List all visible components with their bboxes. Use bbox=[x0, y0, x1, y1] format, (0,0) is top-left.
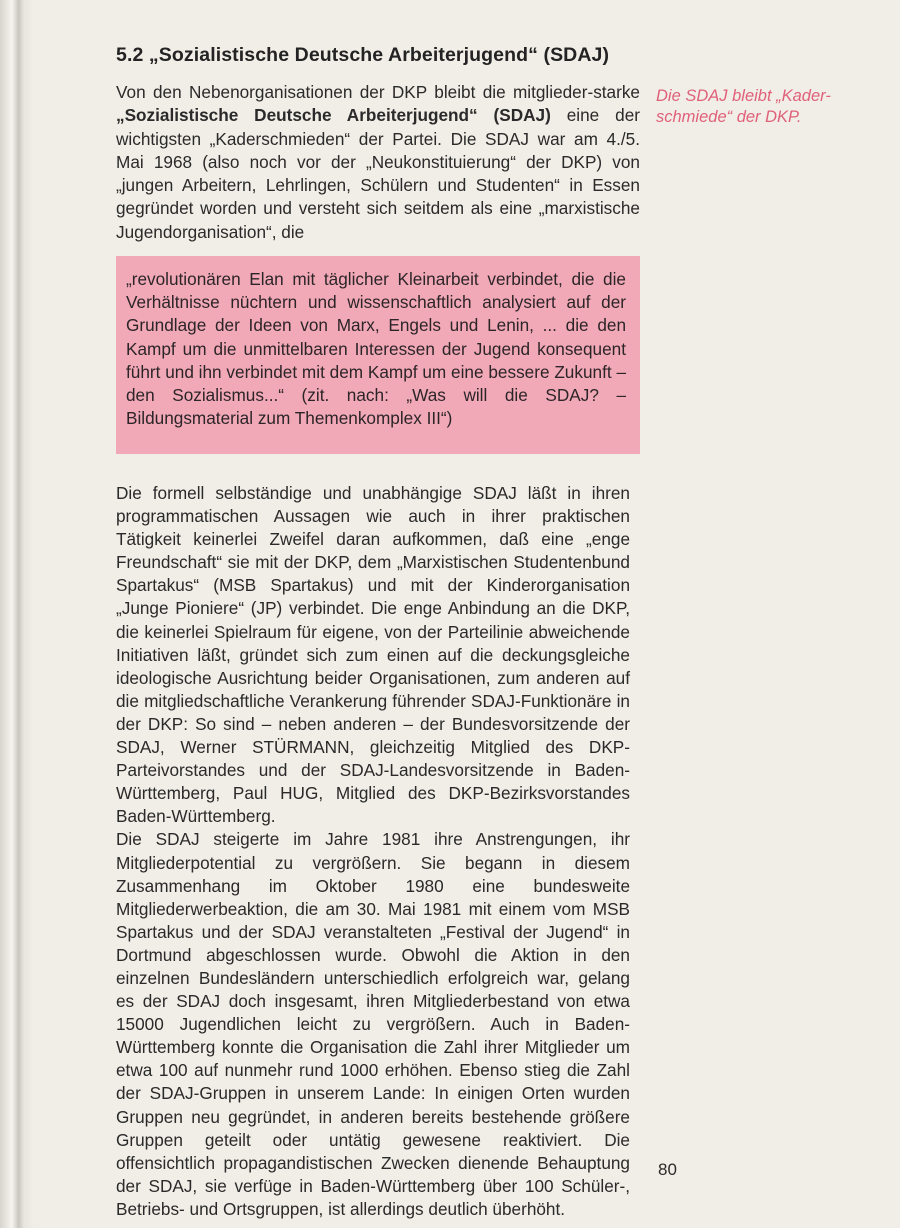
intro-organization-name: „Sozialistische Deutsche Arbeiterjugend“ (SDAJ) bbox=[116, 105, 551, 126]
intro-text-after: eine der wichtigsten „Kaderschmieden“ der Partei. Die SDAJ war am 4./5. Mai 1968 (also noch vor der „Neukonstituierung“ der DKP) von „jungen Arbeitern, Lehrlingen, Schülern und Studenten“ in Essen gegründet worden und versteht sich seitdem als eine „marxistische Jugendorganisation“, die bbox=[116, 105, 640, 242]
page-number: 80 bbox=[658, 1160, 677, 1179]
book-binding-shadow bbox=[0, 0, 34, 1228]
intro-paragraph bbox=[116, 81, 640, 244]
quote-text: „revolutionären Elan mit täglicher Kleinarbeit verbindet, die die Verhältnisse nüchtern und wissenschaftlich analysiert auf der Grundlage der Ideen von Marx, Engels und Lenin, ... die den Kampf um die unmittelbaren Interessen der Jugend konsequent führt und ihn verbindet mit dem Kampf um eine bessere Zukunft – den Sozialismus...“ (zit. nach: „Was will die SDAJ? – Bildungsmaterial zum Themenkomplex III“) bbox=[126, 269, 626, 429]
body-section bbox=[116, 482, 630, 1221]
intro-text-before: Von den Nebenorganisationen der DKP bleibt die mitglieder-starke bbox=[116, 82, 640, 102]
section-heading: 5.2 „Sozialistische Deutsche Arbeiterjugend“ (SDAJ) bbox=[116, 44, 610, 66]
margin-note: Die SDAJ bleibt „Kader-schmiede“ der DKP. bbox=[656, 87, 831, 126]
intro-section bbox=[116, 44, 640, 244]
body-paragraph-1: Die formell selbständige und unabhängige SDAJ läßt in ihren programmatischen Aussagen wie auch in ihrer praktischen Tätigkeit keinerlei Zweifel daran aufkommen, daß eine „enge Freundschaft“ sie mit der DKP, dem „Marxistischen Studentenbund Spartakus“ (MSB Spartakus) und mit der Kinderorganisation „Junge Pioniere“ (JP) verbindet. Die enge Anbindung an die DKP, die keinerlei Spielraum für eigene, von der Parteilinie abweichende Initiativen läßt, gründet sich zum einen auf die deckungsgleiche ideologische Ausrichtung beider Organisationen, zum anderen auf die mitgliedschaftliche Verankerung führender SDAJ-Funktionäre in der DKP: So sind – neben anderen – der Bundesvorsitzende der SDAJ, Werner STÜRMANN, gleichzeitig Mitglied des DKP-Parteivorstandes und der SDAJ-Landesvorsitzende in Baden-Württemberg, Paul HUG, Mitglied des DKP-Bezirksvorstandes Baden-Württemberg. bbox=[116, 483, 630, 827]
body-paragraph-2: Die SDAJ steigerte im Jahre 1981 ihre Anstrengungen, ihr Mitgliederpotential zu vergrößern. Sie begann in diesem Zusammenhang im Oktober 1980 eine bundesweite Mitgliederwerbeaktion, die am 30. Mai 1981 mit einem vom MSB Spartakus und der SDAJ veranstalteten „Festival der Jugend“ in Dortmund abgeschlossen wurde. Obwohl die Aktion in den einzelnen Bundesländern unterschiedlich erfolgreich war, gelang es der SDAJ doch insgesamt, ihren Mitgliederbestand von etwa 15000 Jugendlichen leicht zu vergrößern. Auch in Baden-Württemberg konnte die Organisation die Zahl ihrer Mitglieder um etwa 100 auf nunmehr rund 1000 erhöhen. Ebenso stieg die Zahl der SDAJ-Gruppen in unserem Lande: In einigen Orten wurden Gruppen neu gegründet, in anderen bereits bestehende größere Gruppen geteilt oder untätig gewesene reaktiviert. Die offensichtlich propagandistischen Zwecken dienende Behauptung der SDAJ, sie verfüge in Baden-Württemberg über 100 Schüler-, Betriebs- und Ortsgruppen, ist allerdings deutlich überhöht. bbox=[116, 829, 630, 1219]
